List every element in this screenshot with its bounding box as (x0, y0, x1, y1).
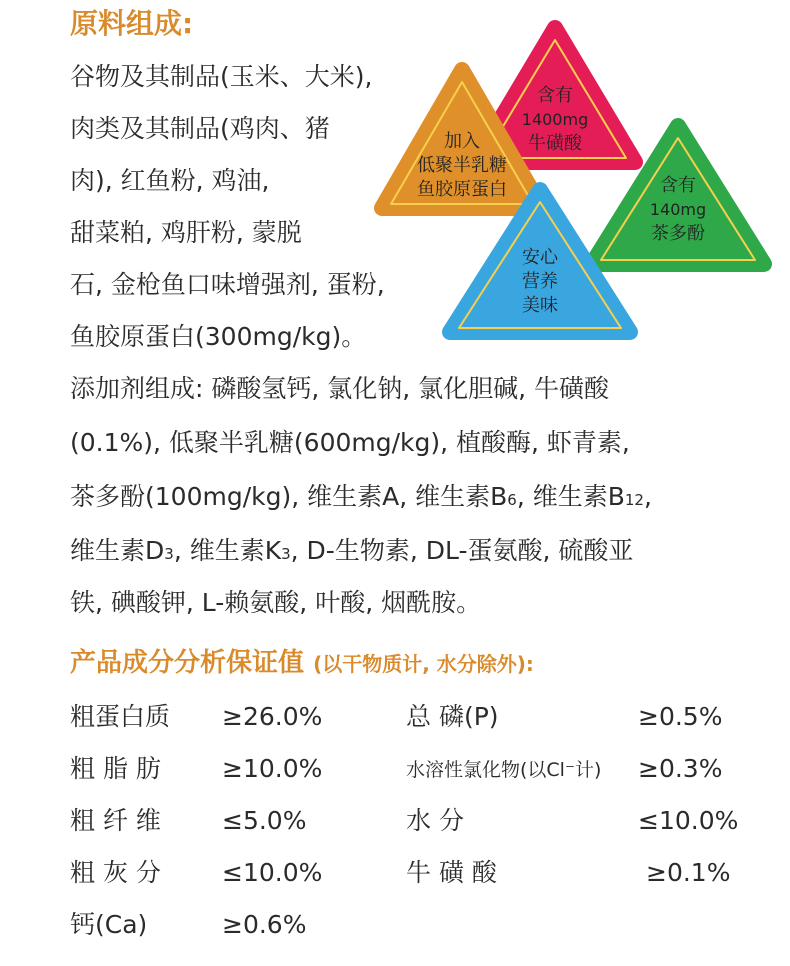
analysis-title: 产品成分分析保证值 (以干物质计, 水分除外): (70, 648, 534, 678)
spec-value: ≥26.0% (222, 702, 323, 731)
spec-value: ≤10.0% (222, 858, 323, 887)
ingredient-line-6: 鱼胶原蛋白(300mg/kg)。 (70, 322, 367, 351)
spec-value: ≤5.0% (222, 806, 307, 835)
additives-line-5: 铁, 碘酸钾, L-赖氨酸, 叶酸, 烟酰胺。 (70, 588, 482, 617)
additives-line-2: (0.1%), 低聚半乳糖(600mg/kg), 植酸酶, 虾青素, (70, 428, 630, 457)
badge-red-text: 含有 1400mg 牛磺酸 (521, 85, 589, 154)
additives-line-1: 添加剂组成: 磷酸氢钙, 氯化钠, 氯化胆碱, 牛磺酸 (70, 374, 610, 403)
spec-value: ≥0.3% (638, 754, 723, 783)
spec-label: 水 分 (406, 806, 464, 835)
ingredient-line-3: 肉), 红鱼粉, 鸡油, (70, 166, 270, 195)
spec-value: ≥0.5% (638, 702, 723, 731)
badge-green-text: 含有 140mg 茶多酚 (649, 175, 707, 244)
additives-line-3: 茶多酚(100mg/kg), 维生素A, 维生素B6, 维生素B12, (70, 482, 652, 511)
spec-label: 粗蛋白质 (70, 702, 171, 731)
spec-value: ≥10.0% (222, 754, 323, 783)
spec-label: 粗 灰 分 (70, 858, 161, 887)
badge-blue-text: 安心 营养 美味 (522, 247, 558, 316)
spec-value: ≤10.0% (638, 806, 739, 835)
spec-label: 水溶性氯化物(以Cl⁻计) (406, 759, 602, 781)
feature-badges (360, 22, 780, 352)
spec-label: 牛 磺 酸 (406, 858, 497, 887)
additives-line-4: 维生素D3, 维生素K3, D-生物素, DL-蛋氨酸, 硫酸亚 (70, 536, 634, 565)
ingredient-line-2: 肉类及其制品(鸡肉、猪 (70, 114, 330, 143)
ingredient-line-1: 谷物及其制品(玉米、大米), (70, 62, 373, 91)
spec-label: 钙(Ca) (70, 910, 148, 939)
badge-orange-text: 加入 低聚半乳糖 鱼胶原蛋白 (417, 131, 507, 200)
ingredient-line-4: 甜菜粕, 鸡肝粉, 蒙脱 (70, 218, 302, 247)
spec-value: ≥0.6% (222, 910, 307, 939)
spec-label: 粗 纤 维 (70, 806, 161, 835)
spec-label: 粗 脂 肪 (70, 754, 161, 783)
spec-label: 总 磷(P) (406, 702, 499, 731)
spec-value: ≥0.1% (646, 858, 731, 887)
ingredients-title: 原料组成: (70, 7, 194, 40)
ingredient-line-5: 石, 金枪鱼口味增强剂, 蛋粉, (70, 270, 385, 299)
